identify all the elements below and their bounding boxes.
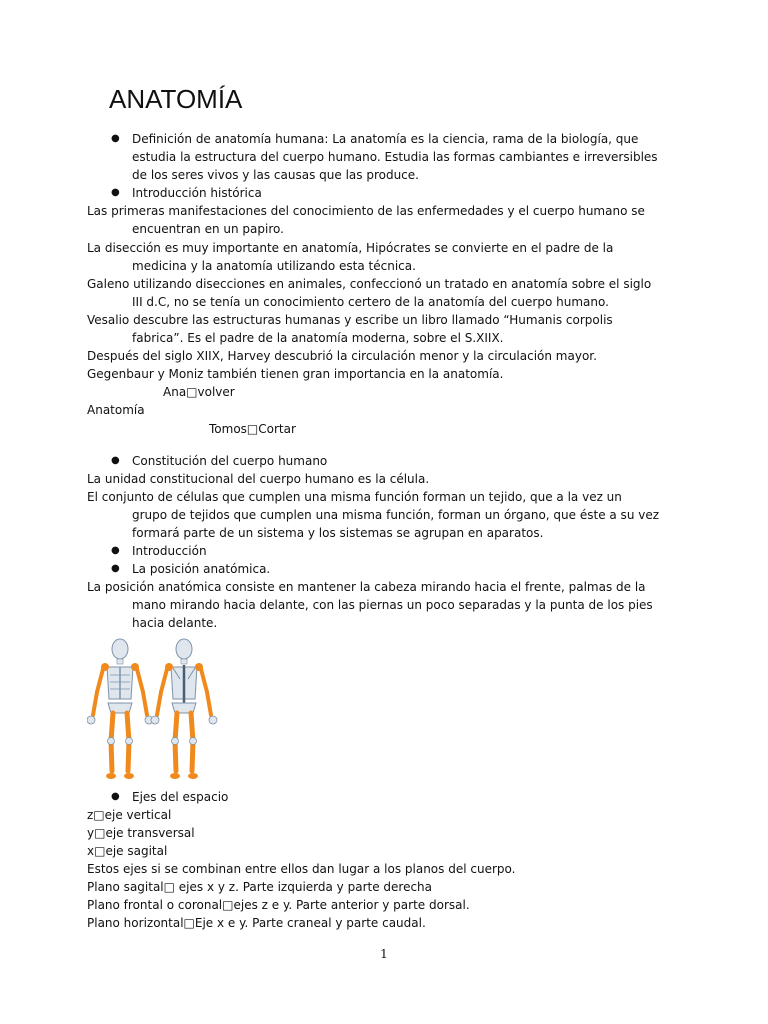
paragraph-harvey: Después del siglo XIIX, Harvey descubrió la circulación menor y la circulación mayor. xyxy=(87,349,597,364)
etymology-tomos: Tomos□Cortar xyxy=(209,421,296,436)
axis-y: y□eje transversal xyxy=(87,825,195,840)
paragraph-cell: La unidad constitucional del cuerpo humano es la célula. xyxy=(87,471,430,486)
axis-x: x□eje sagital xyxy=(87,843,168,858)
bullet-icon: ● xyxy=(111,454,120,466)
skeleton-illustration xyxy=(87,637,659,782)
bullet-icon: ● xyxy=(111,563,120,575)
page-number: 1 xyxy=(380,947,388,961)
paragraph-hippocrates: La disección es muy importante en anatomía, Hipócrates se convierte en el padre de la medicina y la anatomía utilizando esta técnica. xyxy=(87,240,614,273)
paragraph-position: La posición anatómica consiste en mantener la cabeza mirando hacia el frente, palmas de la mano mirando hacia delante, con las piernas un poco separadas y la punta de los pies hacia delante. xyxy=(87,580,653,631)
bullet-icon: ● xyxy=(111,187,120,199)
axis-z: z□eje vertical xyxy=(87,807,172,822)
document-title: ANATOMÍA xyxy=(109,84,243,114)
paragraph-planes-intro: Estos ejes si se combinan entre ellos dan lugar a los planos del cuerpo. xyxy=(87,861,516,876)
bullet-space-axes: ● Ejes del espacio xyxy=(87,788,659,806)
skeleton-figures-image xyxy=(87,637,227,782)
bullet-definition: ● Definición de anatomía humana: La anatomía es la ciencia, rama de la biología, que estudia la estructura del cuerpo humano. Estudia las formas cambiantes e irreversibles de los seres vivos y las causas que las produce. xyxy=(111,132,658,183)
paragraph-papyrus: Las primeras manifestaciones del conocimiento de las enfermedades y el cuerpo humano se encuentran en un papiro. xyxy=(87,204,645,237)
bullet-icon: ● xyxy=(111,545,120,557)
skeleton-back xyxy=(151,639,217,779)
paragraph-gegenbaur: Gegenbaur y Moniz también tienen gran importancia en la anatomía. xyxy=(87,367,504,382)
skeleton-front xyxy=(87,639,153,779)
bullet-anatomical-position: ● La posición anatómica. xyxy=(87,560,659,578)
bullet-icon: ● xyxy=(111,133,120,144)
plane-sagittal: Plano sagital□ ejes x y z. Parte izquierda y parte derecha xyxy=(87,880,433,894)
etymology-word: Anatomía xyxy=(87,403,145,418)
bullet-constitution: ● Constitución del cuerpo humano xyxy=(87,452,659,470)
plane-frontal: Plano frontal o coronal□ejes z e y. Parte anterior y parte dorsal. xyxy=(87,898,470,913)
paragraph-galeno: Galeno utilizando disecciones en animales, confeccionó un tratado en anatomía sobre el siglo III d.C, no se tenía un conocimiento certero de la anatomía del cuerpo humano. xyxy=(87,276,652,309)
bullet-introduction: ● Introducción xyxy=(87,542,659,560)
document-body xyxy=(87,130,659,932)
bullet-historical-intro: ● Introducción histórica xyxy=(87,184,659,202)
paragraph-vesalio: Vesalio descubre las estructuras humanas y escribe un libro llamado “Humanis corpolis fabrica”. Es el padre de la anatomía moderna, sobre el S.XIIX. xyxy=(87,312,613,346)
bullet-icon: ● xyxy=(111,790,120,802)
plane-horizontal: Plano horizontal□Eje x e y. Parte craneal y parte caudal. xyxy=(87,916,426,931)
paragraph-tissues: El conjunto de células que cumplen una misma función forman un tejido, que a la vez un grupo de tejidos que cumplen una misma función, forman un órgano, que éste a su vez formará parte de un sistema y los sistemas se agrupan en aparatos. xyxy=(87,489,660,540)
etymology-ana: Ana□volver xyxy=(163,385,235,400)
